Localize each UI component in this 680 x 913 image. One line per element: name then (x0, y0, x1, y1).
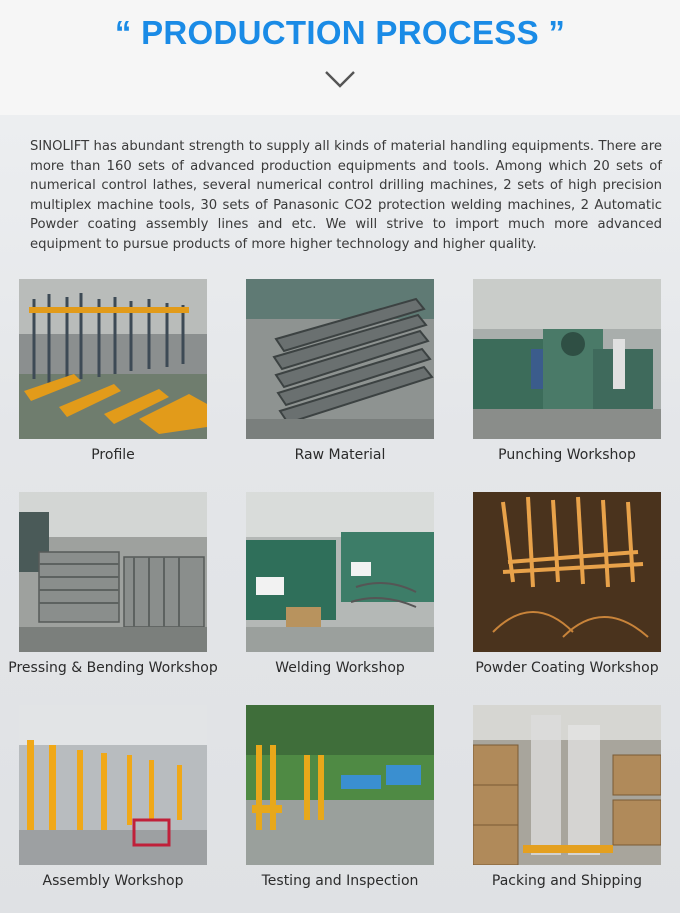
caption-profile: Profile (91, 447, 135, 463)
intro-paragraph: SINOLIFT has abundant strength to supply all kinds of material handling equipments. There are more than 160 sets of advanced production equipments and tools. Among which 20 sets of numerical control lathes, several numerical control drilling machines, 2 sets of high precision multiplex machine tools, 30 sets of Panasonic CO2 protection welding machines, 2 Automatic Powder coating assembly lines and etc. We will strive to import much more advanced equipment to pursue products of more higher technology and higher quality. (30, 139, 662, 252)
chevron-down-icon (324, 68, 356, 90)
page-title (0, 14, 680, 52)
photo-powder-coating-workshop (473, 492, 661, 652)
title-close-quote: ” (548, 14, 566, 51)
photo-profile (19, 279, 207, 439)
caption-raw-material: Raw Material (294, 447, 386, 463)
photo-testing-inspection (246, 705, 434, 865)
caption-pressing-bending-workshop: Pressing & Bending Workshop (8, 660, 218, 676)
photo-assembly-workshop (19, 705, 207, 865)
caption-assembly-workshop: Assembly Workshop (42, 873, 184, 889)
caption-welding-workshop: Welding Workshop (275, 660, 405, 676)
photo-pressing-bending-workshop (19, 492, 207, 652)
caption-powder-coating-workshop: Powder Coating Workshop (475, 660, 659, 676)
photo-welding-workshop (246, 492, 434, 652)
title-open-quote: “ (114, 14, 132, 51)
photo-punching-workshop (473, 279, 661, 439)
caption-punching-workshop: Punching Workshop (498, 447, 636, 463)
photo-raw-material (246, 279, 434, 439)
caption-testing-inspection: Testing and Inspection (261, 873, 419, 889)
caption-packing-shipping: Packing and Shipping (491, 873, 643, 889)
photo-packing-shipping (473, 705, 661, 865)
section-header (0, 0, 680, 115)
title-text: PRODUCTION PROCESS (141, 14, 539, 51)
